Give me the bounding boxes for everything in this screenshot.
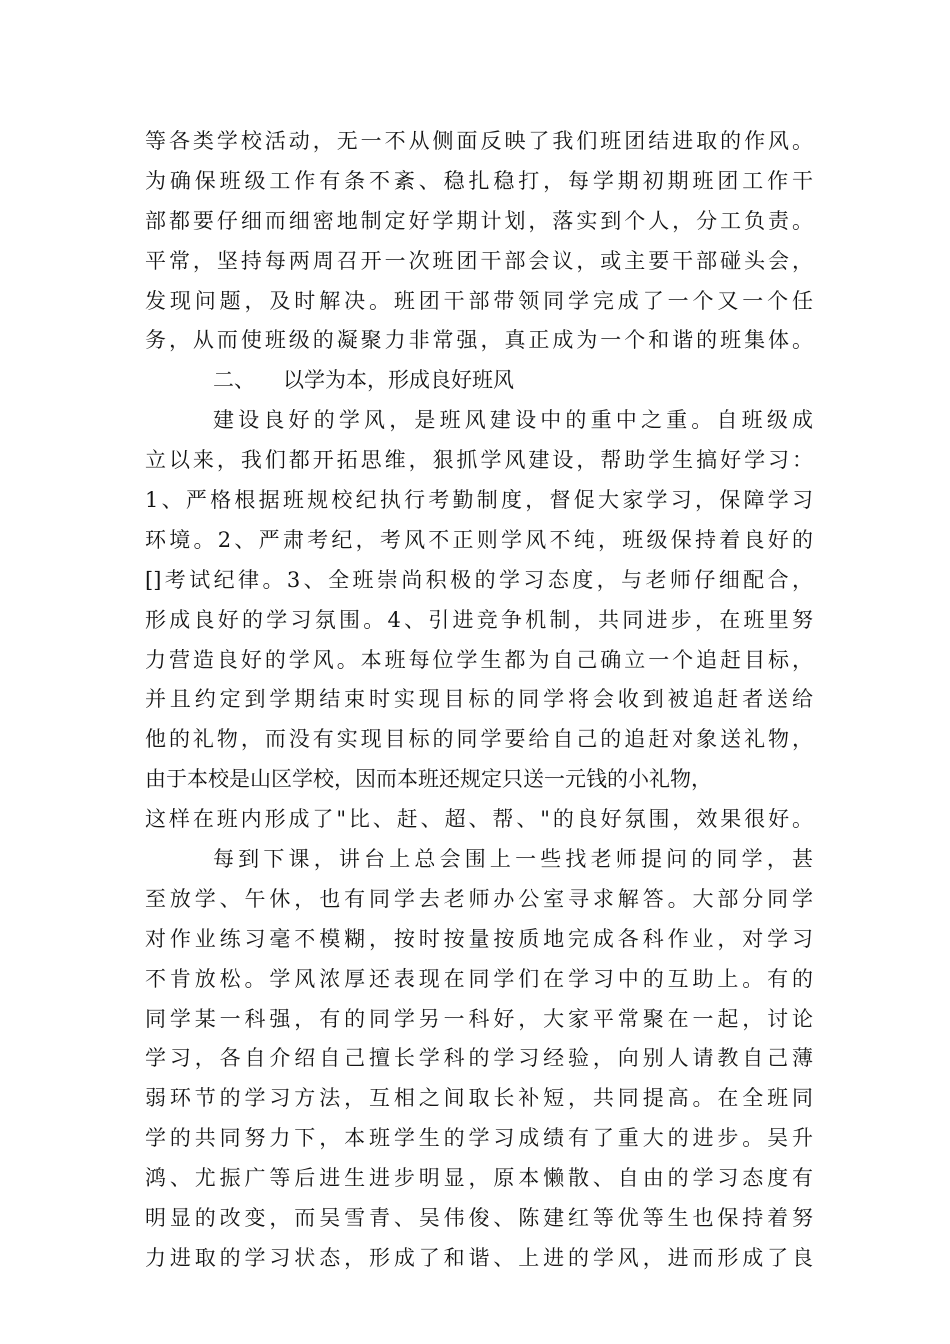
text-line: 建设良好的学风，是班风建设中的重中之重。自班级成: [213, 408, 813, 433]
text-line: 至放学、午休，也有同学去老师办公室寻求解答。大部分同学: [145, 886, 813, 911]
text-line: 这样在班内形成了"比、赶、超、帮、"的良好氛围，效果很好。: [145, 807, 813, 832]
text-line: 力进取的学习状态，形成了和谐、上进的学风，进而形成了良: [145, 1245, 813, 1270]
text-line: 并且约定到学期结束时实现目标的同学将会收到被追赶者送给: [145, 687, 813, 712]
text-line: 弱环节的学习方法，互相之间取长补短，共同提高。在全班同: [145, 1086, 813, 1111]
text-line: []考试纪律。3、全班崇尚积极的学习态度，与老师仔细配合，: [145, 567, 813, 592]
text-line: 学习，各自介绍自己擅长学科的学习经验，向别人请教自己薄: [145, 1046, 813, 1071]
section-number: 二、: [213, 368, 255, 393]
text-line: 同学某一科强，有的同学另一科好，大家平常聚在一起，讨论: [145, 1006, 813, 1031]
text-line: 力营造良好的学风。本班每位学生都为自己确立一个追赶目标，: [145, 647, 813, 672]
text-line: 明显的改变，而吴雪青、吴伟俊、陈建红等优等生也保持着努: [145, 1206, 813, 1231]
text-line: 不肯放松。学风浓厚还表现在同学们在学习中的互助上。有的: [145, 966, 813, 991]
text-line: 每到下课，讲台上总会围上一些找老师提问的同学，甚: [213, 847, 813, 872]
text-line: 平常，坚持每两周召开一次班团干部会议，或主要干部碰头会，: [145, 248, 813, 273]
section-title: 以学为本，形成良好班风: [283, 368, 514, 393]
text-line: 鸿、尤振广等后进生进步明显，原本懒散、自由的学习态度有: [145, 1166, 813, 1191]
text-line: 部都要仔细而细密地制定好学期计划，落实到个人，分工负责。: [145, 208, 813, 233]
text-line: 发现问题，及时解决。班团干部带领同学完成了一个又一个任: [145, 288, 813, 313]
text-line: 学的共同努力下，本班学生的学习成绩有了重大的进步。吴升: [145, 1126, 813, 1151]
text-line: 环境。2、严肃考纪，考风不正则学风不纯，班级保持着良好的: [145, 527, 813, 552]
body-text: [145, 122, 813, 1279]
paragraph-1: [145, 122, 813, 361]
text-line: 务，从而使班级的凝聚力非常强，真正成为一个和谐的班集体。: [145, 328, 813, 353]
text-line: 由于本校是山区学校，因而本班还规定只送一元钱的小礼物，: [145, 767, 712, 792]
paragraph-3: [145, 840, 813, 1279]
text-line: 为确保班级工作有条不紊、稳扎稳打，每学期初期班团工作干: [145, 168, 813, 193]
text-line: 对作业练习毫不模糊，按时按量按质地完成各科作业，对学习: [145, 926, 813, 951]
text-line: 1、严格根据班规校纪执行考勤制度，督促大家学习，保障学习: [145, 488, 813, 513]
text-line: 等各类学校活动，无一不从侧面反映了我们班团结进取的作风。: [145, 129, 813, 153]
text-line: 他的礼物，而没有实现目标的同学要给自己的追赶对象送礼物，: [145, 727, 813, 752]
paragraph-2: [145, 401, 813, 840]
text-line: 形成良好的学习氛围。4、引进竞争机制，共同进步，在班里努: [145, 607, 813, 632]
section-heading: [145, 361, 813, 401]
text-line: 立以来，我们都开拓思维，狠抓学风建设，帮助学生搞好学习：: [145, 448, 813, 473]
